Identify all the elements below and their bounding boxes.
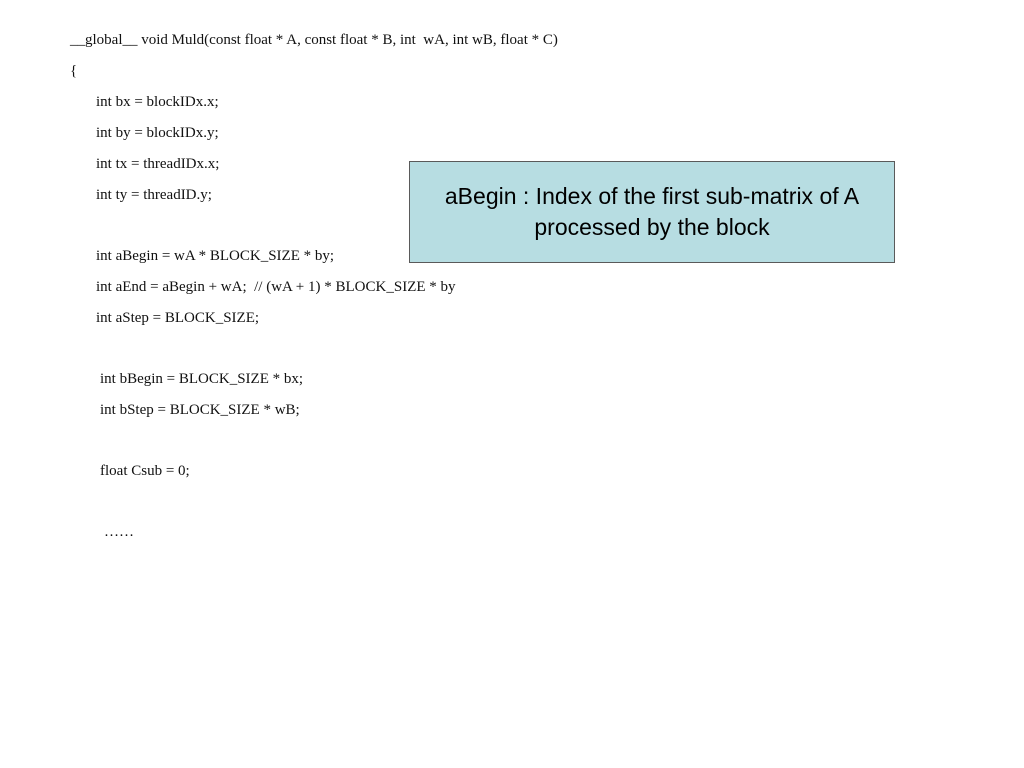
- code-line-bx: int bx = blockIDx.x;: [96, 94, 219, 110]
- callout-text: aBegin : Index of the first sub-matrix of A processed by the block: [444, 183, 860, 240]
- callout-box: [409, 161, 895, 263]
- code-ellipsis: ……: [104, 524, 134, 540]
- code-line-bstep: int bStep = BLOCK_SIZE * wB;: [100, 402, 300, 418]
- code-line-bbegin: int bBegin = BLOCK_SIZE * bx;: [100, 371, 304, 387]
- function-signature: __global__ void Muld(const float * A, const float * B, int wA, int wB, float * C): [70, 32, 558, 48]
- code-line-tx: int tx = threadIDx.x;: [96, 156, 220, 172]
- code-line-ty: int ty = threadID.y;: [96, 187, 212, 203]
- open-brace: {: [70, 63, 78, 79]
- code-line-by: int by = blockIDx.y;: [96, 125, 219, 141]
- code-line-astep: int aStep = BLOCK_SIZE;: [96, 310, 260, 326]
- code-line-csub: float Csub = 0;: [100, 463, 190, 479]
- code-line-abegin: int aBegin = wA * BLOCK_SIZE * by;: [96, 248, 335, 264]
- code-line-aend: int aEnd = aBegin + wA; // (wA + 1) * BLOCK_SIZE * by: [96, 279, 456, 295]
